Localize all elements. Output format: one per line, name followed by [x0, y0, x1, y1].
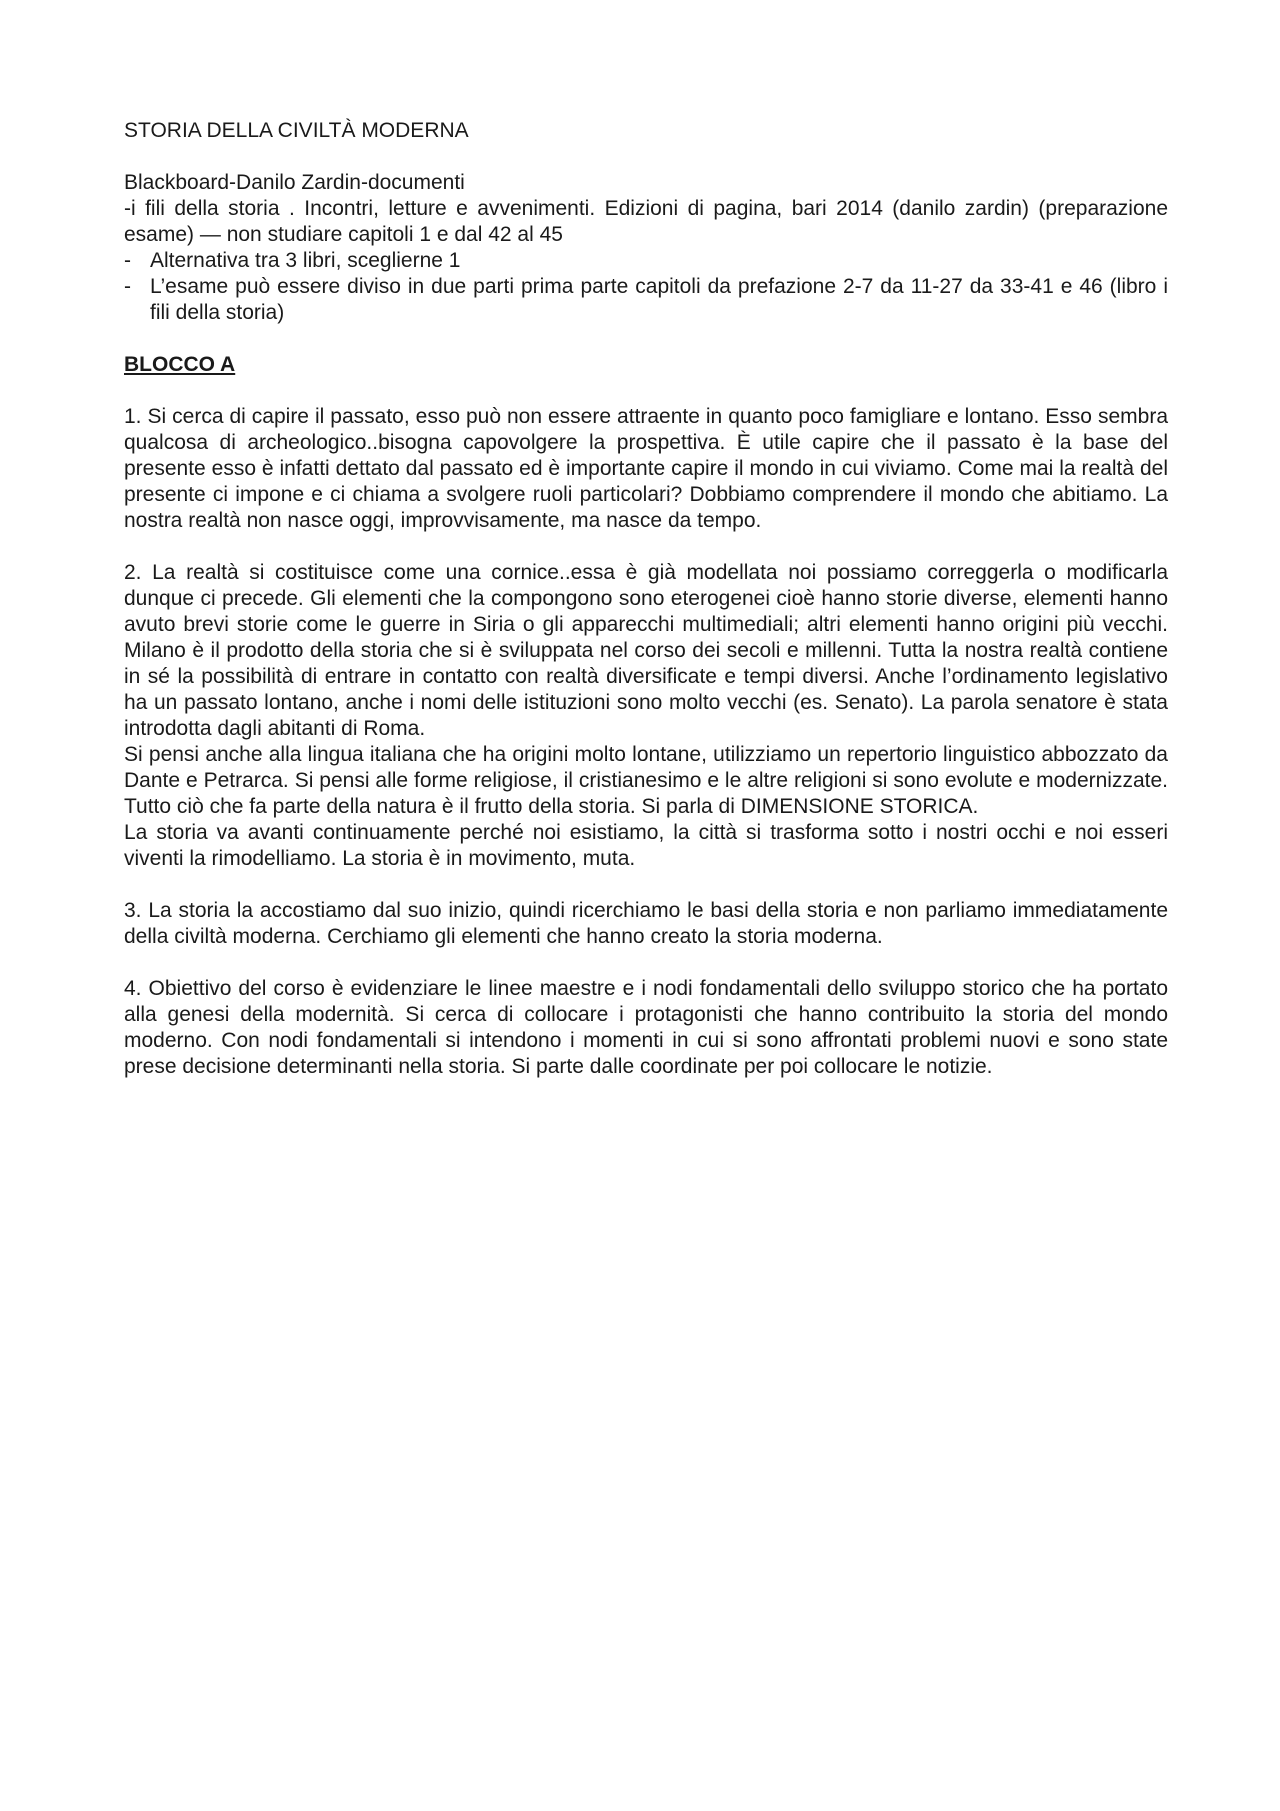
document-title: STORIA DELLA CIVILTÀ MODERNA	[124, 119, 469, 142]
paragraph-3: 3. La storia la accostiamo dal suo inizio, quindi ricerchiamo le basi della storia e non parliamo immediatamente della civiltà moderna. Cerchiamo gli elementi che hanno creato la storia moderna.	[124, 899, 1168, 948]
list-dash-marker: -	[124, 275, 131, 298]
document-page	[124, 118, 1168, 1106]
paragraph-1: 1. Si cerca di capire il passato, esso può non essere attraente in quanto poco famigliare e lontano. Esso sembra qualcosa di archeologico..bisogna capovolgere la prospettiva. È utile capire che il passato è la base del presente esso è infatti dettato dal passato ed è importante capire il mondo in cui viviamo. Come mai la realtà del presente ci impone e ci chiama a svolgere ruoli particolari? Dobbiamo comprendere il mondo che abitiamo. La nostra realtà non nasce oggi, improvvisamente, ma nasce da tempo.	[124, 405, 1168, 532]
paragraph-4: 4. Obiettivo del corso è evidenziare le linee maestre e i nodi fondamentali dello sviluppo storico che ha portato alla genesi della modernità. Si cerca di collocare i protagonisti che hanno contribuito la storia del mondo moderno. Con nodi fondamentali si intendono i momenti in cui si sono affrontati problemi nuovi e sono state prese decisione determinanti nella storia. Si parte dalle coordinate per poi collocare le notizie.	[124, 977, 1168, 1078]
list-item-text: Alternativa tra 3 libri, sceglierne 1	[150, 249, 461, 272]
paragraph-2-continued: Si pensi anche alla lingua italiana che ha origini molto lontane, utilizziamo un repertorio linguistico abbozzato da Dante e Petrarca. Si pensi alle forme religiose, il cristianesimo e le altre religioni si sono evolute e modernizzate. Tutto ciò che fa parte della natura è il frutto della storia. Si parla di DIMENSIONE STORICA.	[124, 743, 1168, 818]
list-dash-marker: -	[124, 249, 131, 272]
block-heading: BLOCCO A	[124, 353, 236, 376]
exam-notes-list	[124, 248, 1168, 326]
list-item	[124, 248, 1168, 274]
list-item-text: L’esame può essere diviso in due parti prima parte capitoli da prefazione 2-7 da 11-27 da 33-41 e 46 (libro i fili della storia)	[150, 275, 1168, 324]
list-item	[124, 274, 1168, 326]
paragraph-2-conclusion: La storia va avanti continuamente perché noi esistiamo, la città si trasforma sotto i nostri occhi e noi esseri viventi la rimodelliamo. La storia è in movimento, muta.	[124, 821, 1168, 870]
book-line: -i fili della storia . Incontri, letture e avvenimenti. Edizioni di pagina, bari 2014 (danilo zardin) (preparazione esame) — non studiare capitoli 1 e dal 42 al 45	[124, 197, 1168, 246]
source-line: Blackboard-Danilo Zardin-documenti	[124, 171, 465, 194]
paragraph-2: 2. La realtà si costituisce come una cornice..essa è già modellata noi possiamo correggerla o modificarla dunque ci precede. Gli elementi che la compongono sono eterogenei cioè hanno storie diverse, elementi hanno avuto brevi storie come le guerre in Siria o gli apparecchi multimediali; altri elementi hanno origini più vecchi. Milano è il prodotto della storia che si è sviluppata nel corso dei secoli e millenni. Tutta la nostra realtà contiene in sé la possibilità di entrare in contatto con realtà diversificate e tempi diversi. Anche l’ordinamento legislativo ha un passato lontano, anche i nomi delle istituzioni sono molto vecchi (es. Senato). La parola senatore è stata introdotta dagli abitanti di Roma.	[124, 561, 1168, 740]
